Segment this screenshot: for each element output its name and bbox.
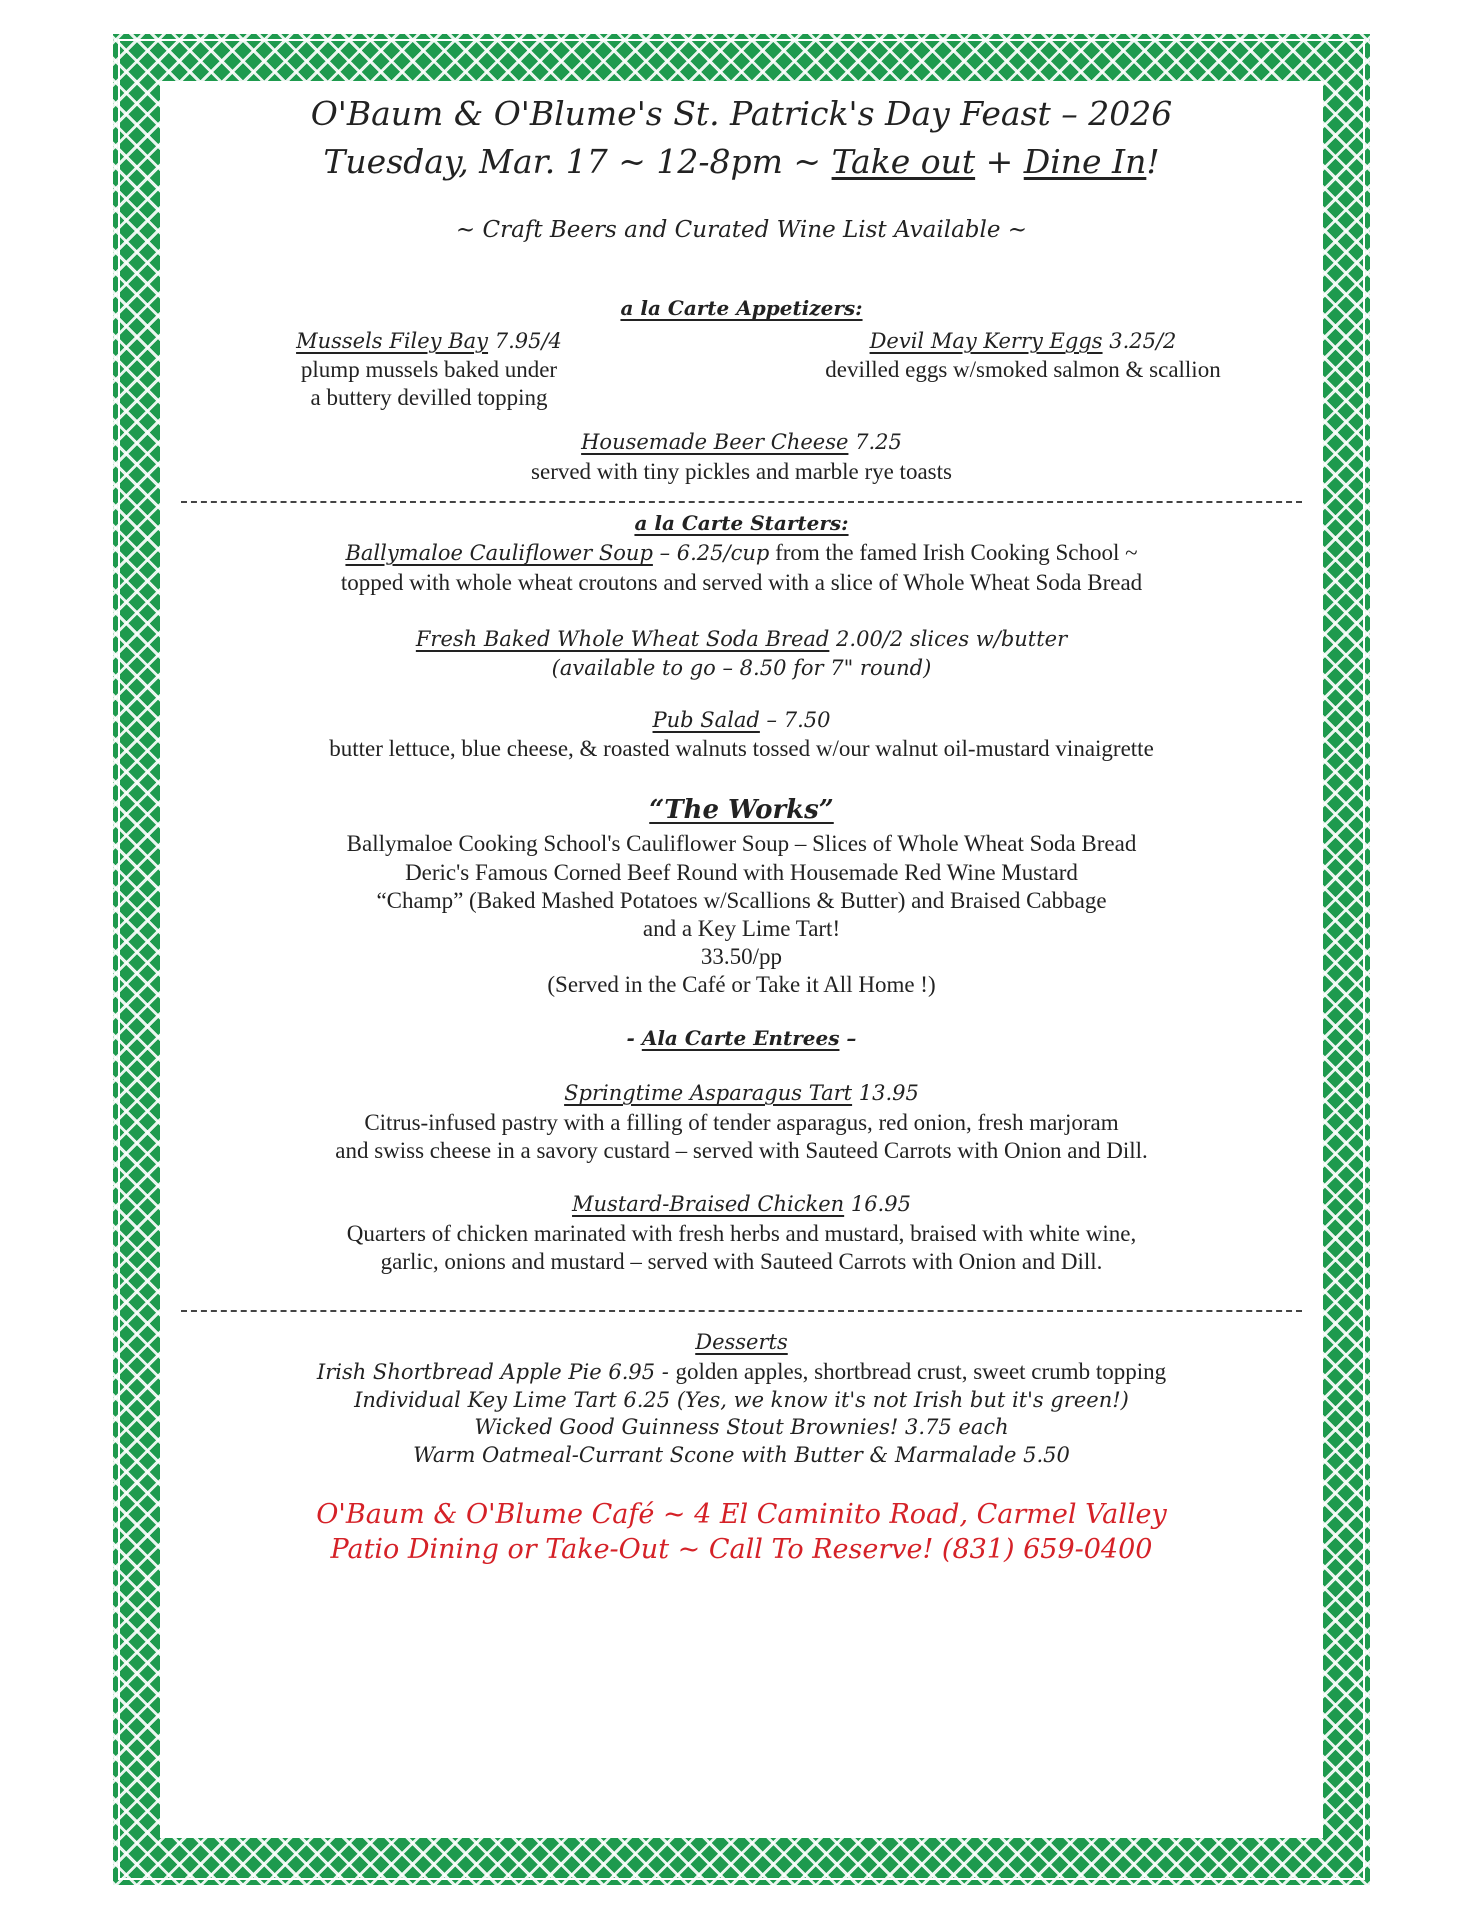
mussels-price: 7.95/4 [488, 329, 562, 353]
desserts-heading: Desserts [695, 1330, 788, 1354]
appetizer-mussels [169, 326, 689, 412]
chicken-name: Mustard-Braised Chicken [572, 1192, 845, 1216]
pie-desc: golden apples, shortbread crust, sweet crumb topping [675, 1359, 1167, 1384]
divider [181, 1310, 1302, 1312]
chicken-price: 16.95 [844, 1192, 911, 1216]
bread-name: Fresh Baked Whole Wheat Soda Bread [415, 627, 830, 651]
take-out-label: Take out [831, 142, 976, 181]
date-time: Tuesday, Mar. 17 ~ 12-8pm ~ [323, 142, 832, 181]
bread-togo: (available to go – 8.50 for 7" round) [551, 656, 932, 680]
mussels-name: Mussels Filey Bay [296, 329, 489, 353]
tart-title [163, 1081, 1320, 1105]
appetizer-eggs [743, 326, 1303, 384]
chicken-desc-2: garlic, onions and mustard – served with Sauteed Carrots with Onion and Dill. [380, 1249, 1103, 1274]
eggs-price: 3.25/2 [1102, 329, 1177, 353]
entrees-prefix: - [626, 1026, 642, 1050]
plus-sign: + [975, 142, 1024, 181]
beer-cheese-price: 7.25 [848, 430, 902, 454]
eggs-name: Devil May Kerry Eggs [869, 329, 1103, 353]
entrees-heading: Ala Carte Entrees [641, 1026, 840, 1050]
works-price: 33.50/pp [700, 944, 783, 969]
exclaim: ! [1146, 142, 1160, 181]
chicken-title [163, 1192, 1320, 1216]
tart-name: Springtime Asparagus Tart [564, 1081, 853, 1105]
eggs-desc: devilled eggs w/smoked salmon & scallion [825, 357, 1221, 382]
soup-note: from the famed Irish Cooking School ~ [769, 540, 1138, 565]
appetizers-heading: a la Carte Appetizers: [620, 296, 863, 320]
menu-title: O'Baum & O'Blume's St. Patrick's Day Feast – 2026 [310, 94, 1173, 133]
entrees-suffix: – [839, 1026, 857, 1050]
soup-name: Ballymaloe Cauliflower Soup [345, 541, 653, 565]
mussels-desc-2: a buttery devilled topping [310, 385, 548, 410]
entrees-heading-line [163, 1026, 1320, 1050]
dessert-key-lime: Individual Key Lime Tart 6.25 (Yes, we know it's not Irish but it's green!) [354, 1388, 1129, 1412]
divider [181, 501, 1302, 503]
event-date-line [163, 142, 1320, 181]
footer-address: O'Baum & O'Blume Café ~ 4 El Caminito Road, Carmel Valley [316, 1499, 1167, 1530]
works-line-1: Ballymaloe Cooking School's Cauliflower Soup – Slices of Whole Wheat Soda Bread [346, 831, 1137, 856]
dine-in-label: Dine In [1023, 142, 1147, 181]
works-line-3: “Champ” (Baked Mashed Potatoes w/Scallions & Butter) and Braised Cabbage [376, 888, 1107, 913]
pie-name: Irish Shortbread Apple Pie 6.95 - [316, 1360, 676, 1384]
footer-reserve: Patio Dining or Take-Out ~ Call To Reserve! (831) 659-0400 [330, 1534, 1153, 1565]
tart-desc-1: Citrus-infused pastry with a filling of tender asparagus, red onion, fresh marjoram [364, 1110, 1119, 1135]
soup-price: – 6.25/cup [652, 541, 770, 565]
works-note: (Served in the Café or Take it All Home !) [547, 972, 936, 997]
starters-heading: a la Carte Starters: [634, 511, 849, 535]
soup-desc: topped with whole wheat croutons and served with a slice of Whole Wheat Soda Bread [340, 570, 1143, 595]
menu-page [163, 84, 1320, 1835]
soup-title-line [163, 540, 1320, 566]
works-heading: “The Works” [649, 795, 834, 825]
beer-cheese-name: Housemade Beer Cheese [581, 430, 849, 454]
mussels-desc-1: plump mussels baked under [300, 357, 558, 382]
salad-name: Pub Salad [652, 708, 760, 732]
salad-title [163, 708, 1320, 732]
works-line-4: and a Key Lime Tart! [642, 916, 841, 941]
bread-price: 2.00/2 slices w/butter [829, 627, 1068, 651]
salad-price: – 7.50 [759, 708, 831, 732]
works-line-2: Deric's Famous Corned Beef Round with Housemade Red Wine Mustard [405, 860, 1078, 885]
bread-title [163, 627, 1320, 651]
tart-price: 13.95 [852, 1081, 919, 1105]
beer-cheese-desc: served with tiny pickles and marble rye toasts [531, 459, 952, 484]
chicken-desc-1: Quarters of chicken marinated with fresh herbs and mustard, braised with white wine, [346, 1221, 1137, 1246]
dessert-brownies: Wicked Good Guinness Stout Brownies! 3.75 each [474, 1415, 1009, 1439]
tart-desc-2: and swiss cheese in a savory custard – served with Sauteed Carrots with Onion and Dill. [335, 1138, 1148, 1163]
beer-wine-note: ~ Craft Beers and Curated Wine List Available ~ [455, 217, 1028, 243]
dessert-pie [163, 1359, 1320, 1385]
beer-cheese-title [163, 430, 1320, 454]
dessert-scone: Warm Oatmeal-Currant Scone with Butter & Marmalade 5.50 [413, 1443, 1070, 1467]
salad-desc: butter lettuce, blue cheese, & roasted walnuts tossed w/our walnut oil-mustard vinaigrette [329, 736, 1154, 761]
